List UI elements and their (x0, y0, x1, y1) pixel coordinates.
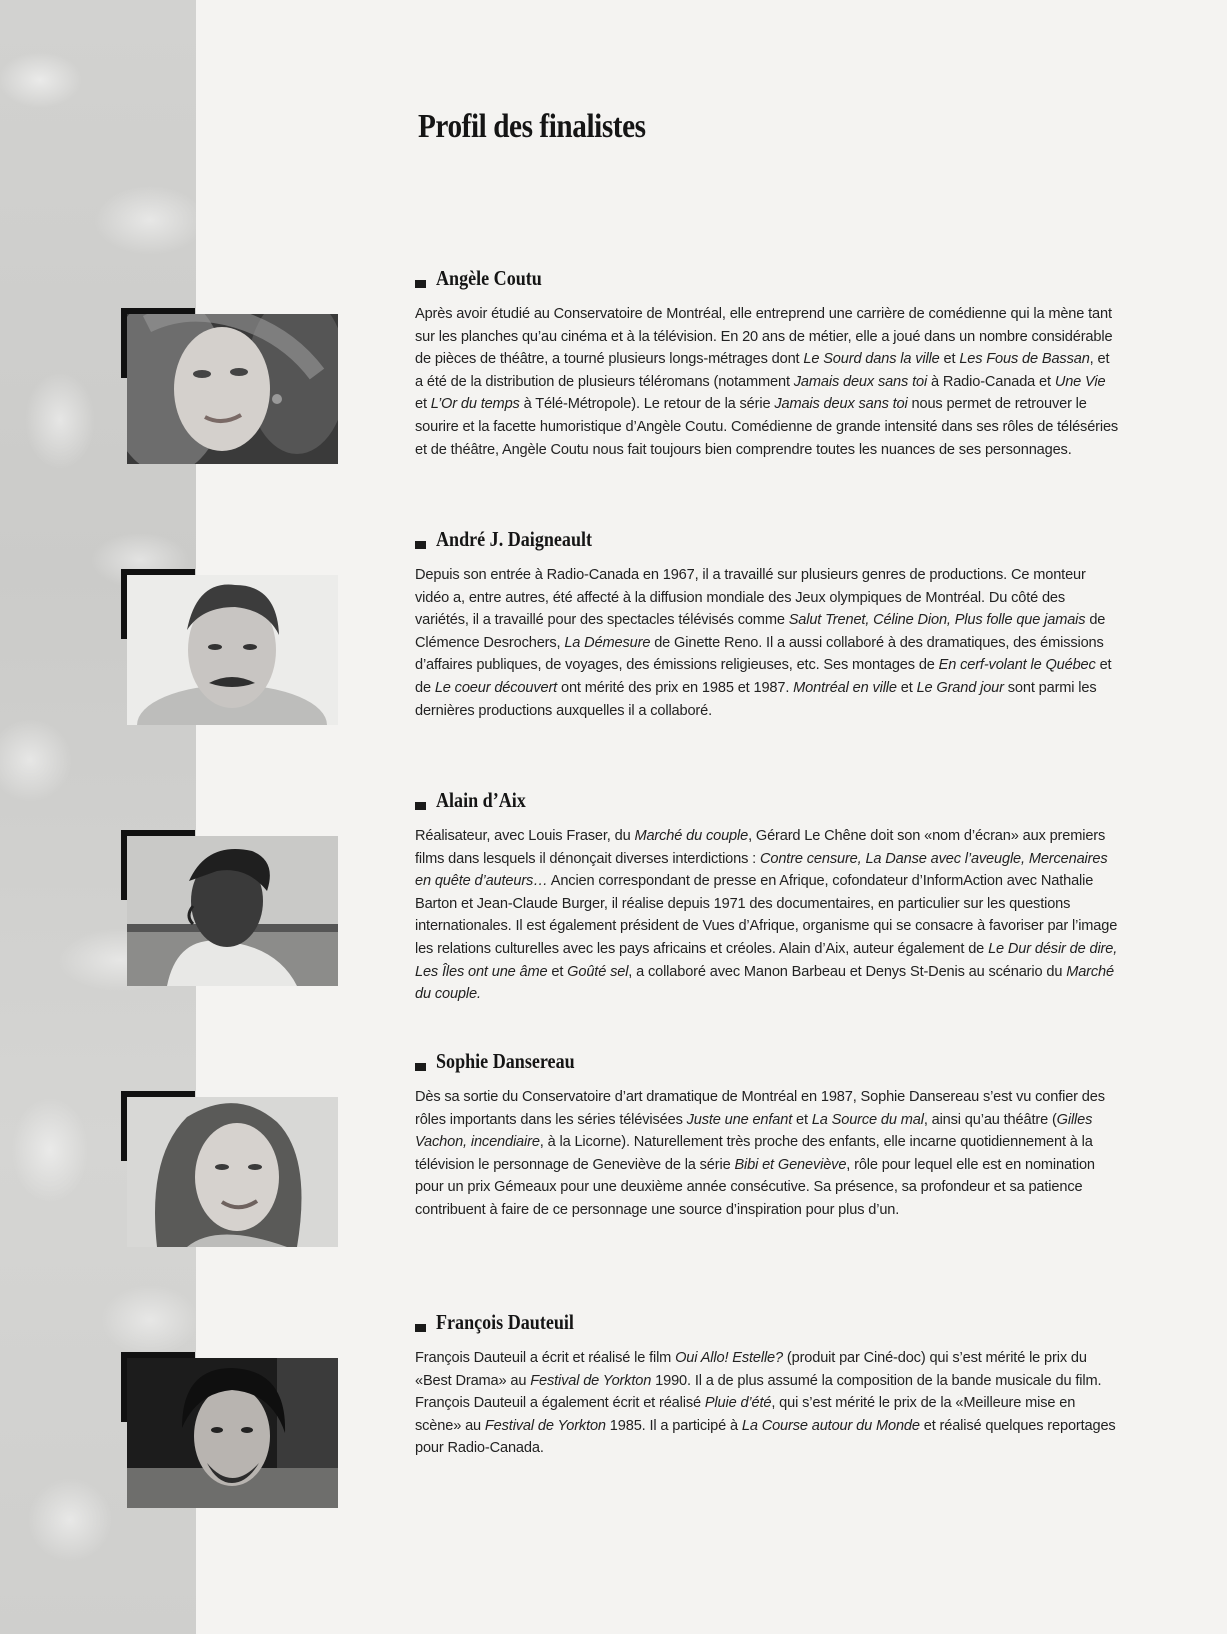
portrait-photo (121, 1352, 338, 1508)
portrait-image (127, 1097, 338, 1247)
portrait-photo (121, 308, 338, 464)
bio-text: ont mérité des prix en 1985 et 1987. (557, 679, 794, 696)
italic-title: Le Dur désir de dire, Les Îles ont une âme (415, 940, 1118, 980)
italic-title: Juste une enfant (686, 1111, 793, 1128)
finalist-name-row (415, 1310, 596, 1335)
finalist-bio (415, 564, 1120, 722)
portrait-image (127, 836, 338, 986)
portrait-photo (121, 1091, 338, 1247)
finalist-name-row (415, 266, 559, 291)
finalist-name-row (415, 788, 540, 813)
finalist-name-row (415, 1049, 597, 1074)
italic-title: Le Sourd dans la ville (803, 351, 940, 368)
bio-text: nous permet de retrouver le sourire et la facette humoristique d’Angèle Coutu. Comédienne de grande intensité dans ses rôles de téléséries et de théâtre, Angèle Coutu nous fait toujours bien comprendre toutes les nuances de ses personnages. (415, 396, 1119, 458)
italic-title: Pluie d’été (704, 1395, 772, 1412)
italic-title: Bibi et Geneviève (734, 1156, 847, 1173)
bullet-icon (415, 1063, 426, 1071)
portrait-photo (121, 830, 338, 986)
bio-text: et réalisé quelques reportages pour Radio-Canada. (415, 1417, 1116, 1457)
bio-text: et (896, 679, 917, 696)
italic-title: Contre censure, La Danse avec l’aveugle, Mercenaires en quête d’auteurs… (415, 850, 1108, 890)
bio-text: et de (415, 657, 1112, 696)
bullet-icon (415, 541, 426, 549)
finalist-name: Alain d’Aix (436, 788, 526, 812)
bullet-icon (415, 802, 426, 810)
bio-text: (produit par Ciné-doc) qui s’est mérité le prix du «Best Drama» au (415, 1350, 1087, 1389)
bio-text: François Dauteuil a écrit et réalisé le film (415, 1350, 676, 1366)
bio-text: , Gérard Le Chêne doit son «nom d’écran» aux premiers films dans lesquels il dénonçait diverses interdictions : (415, 828, 1106, 867)
italic-title: La Source du mal (811, 1111, 924, 1128)
italic-title: Montréal en ville (793, 679, 897, 696)
italic-title: Salut Trenet, Céline Dion, Plus folle que jamais (788, 612, 1086, 629)
italic-title: Festival de Yorkton (530, 1372, 652, 1389)
italic-title: L’Or du temps (430, 396, 520, 413)
bio-text: , ainsi qu’au théâtre ( (923, 1111, 1057, 1128)
bio-text: Dès sa sortie du Conservatoire d’art dramatique de Montréal en 1987, Sophie Dansereau s’est vu confier des rôles importants dans les séries télévisées (415, 1089, 1105, 1128)
italic-title: En cerf-volant le Québec (938, 657, 1096, 674)
bio-text: Ancien correspondant de presse en Afrique, cofondateur d’InformAction avec Nathalie Barton et Jean-Claude Burger, il réalise depuis 1971 des documentaires, en particulier sur les questions internationales. Il est également président de Vues d’Afrique, organisme qui se consacre à favoriser par l’image les relations culturelles avec les pays africains et créoles. Alain d’Aix, auteur également de (415, 873, 1118, 957)
italic-title: Marché du couple. (415, 963, 1114, 1003)
italic-title: Les Fous de Bassan (959, 351, 1090, 368)
portrait-image (127, 314, 338, 464)
bio-text: 1985. Il a participé à (605, 1417, 742, 1434)
finalist-bio (415, 1086, 1120, 1222)
bio-text: Depuis son entrée à Radio-Canada en 1967, il a travaillé sur plusieurs genres de productions. Ce monteur vidéo a, entre autres, été affecté à la diffusion mondiale des Jeux olympiques de Montréal. Du côté des variétés, il a travaillé pour des spectacles télévisés comme (415, 567, 1086, 629)
bio-text: , à la Licorne). Naturellement très proche des enfants, elle incarne quotidiennement à la télévision le personnage de Geneviève de la série (415, 1134, 1093, 1173)
italic-title: Gilles Vachon, incendiaire (415, 1111, 1093, 1151)
finalist-name-row (415, 527, 617, 552)
italic-title: Oui Allo! Estelle? (675, 1350, 783, 1366)
bio-text: et (547, 963, 568, 980)
bio-text: sont parmi les dernières productions auxquelles il a collaboré. (415, 679, 1097, 719)
bio-text: , a collaboré avec Manon Barbeau et Denys St-Denis au scénario du (628, 963, 1067, 980)
italic-title: Jamais deux sans toi (793, 373, 928, 390)
bio-text: à Radio-Canada et (927, 373, 1055, 390)
italic-title: Le coeur découvert (434, 679, 558, 696)
finalist-name: André J. Daigneault (436, 527, 593, 551)
portrait-photo (121, 569, 338, 725)
bio-text: Réalisateur, avec Louis Fraser, du (415, 828, 635, 844)
bullet-icon (415, 1324, 426, 1332)
bio-text: et (939, 351, 960, 368)
italic-title: Jamais deux sans toi (774, 396, 908, 413)
finalist-name: Sophie Dansereau (436, 1049, 575, 1073)
finalist-name: François Dauteuil (436, 1310, 574, 1334)
bio-text: de Clémence Desrochers, (415, 612, 1106, 651)
page-title: Profil des finalistes (418, 108, 646, 145)
finalist-name: Angèle Coutu (436, 266, 542, 290)
finalist-bio (415, 1347, 1120, 1460)
bio-text: Après avoir étudié au Conservatoire de Montréal, elle entreprend une carrière de comédienne qui la mène tant sur les planches qu’au cinéma et à la télévision. En 20 ans de métier, elle a joué dans un nombre considérable de pièces de théâtre, a tourné plusieurs longs-métrages dont (415, 306, 1113, 368)
italic-title: Une Vie (1054, 373, 1106, 390)
bio-text: et (415, 396, 431, 413)
bio-text: , et a été de la distribution de plusieurs téléromans (notamment (415, 351, 1110, 390)
bio-text: , qui s’est mérité le prix de la «Meilleure mise en scène» au (415, 1395, 1076, 1434)
finalist-bio (415, 825, 1120, 1006)
italic-title: La Course autour du Monde (741, 1417, 920, 1434)
bio-text: et (792, 1111, 812, 1128)
portrait-image (127, 1358, 338, 1508)
portrait-image (127, 575, 338, 725)
italic-title: Marché du couple (634, 828, 749, 844)
finalist-bio (415, 303, 1120, 461)
italic-title: Festival de Yorkton (484, 1417, 606, 1434)
italic-title: Goûté sel (567, 963, 629, 980)
bio-text: 1990. Il a de plus assumé la composition de la bande musicale du film. François Dauteuil a également écrit et réalisé (415, 1372, 1102, 1412)
bio-text: , rôle pour lequel elle est en nomination pour un prix Gémeaux pour une deuxième année consécutive. Sa présence, sa profondeur et sa patience contribuent à faire de ce personnage une source d’inspiration pour plus d’un. (415, 1156, 1095, 1218)
bio-text: à Télé-Métropole). Le retour de la série (519, 396, 775, 413)
italic-title: La Démesure (564, 634, 651, 651)
bullet-icon (415, 280, 426, 288)
italic-title: Le Grand jour (916, 679, 1004, 696)
bio-text: de Ginette Reno. Il a aussi collaboré à des dramatiques, des émissions d’affaires publiques, de voyages, des émissions religieuses, etc. Ses montages de (415, 634, 1104, 674)
